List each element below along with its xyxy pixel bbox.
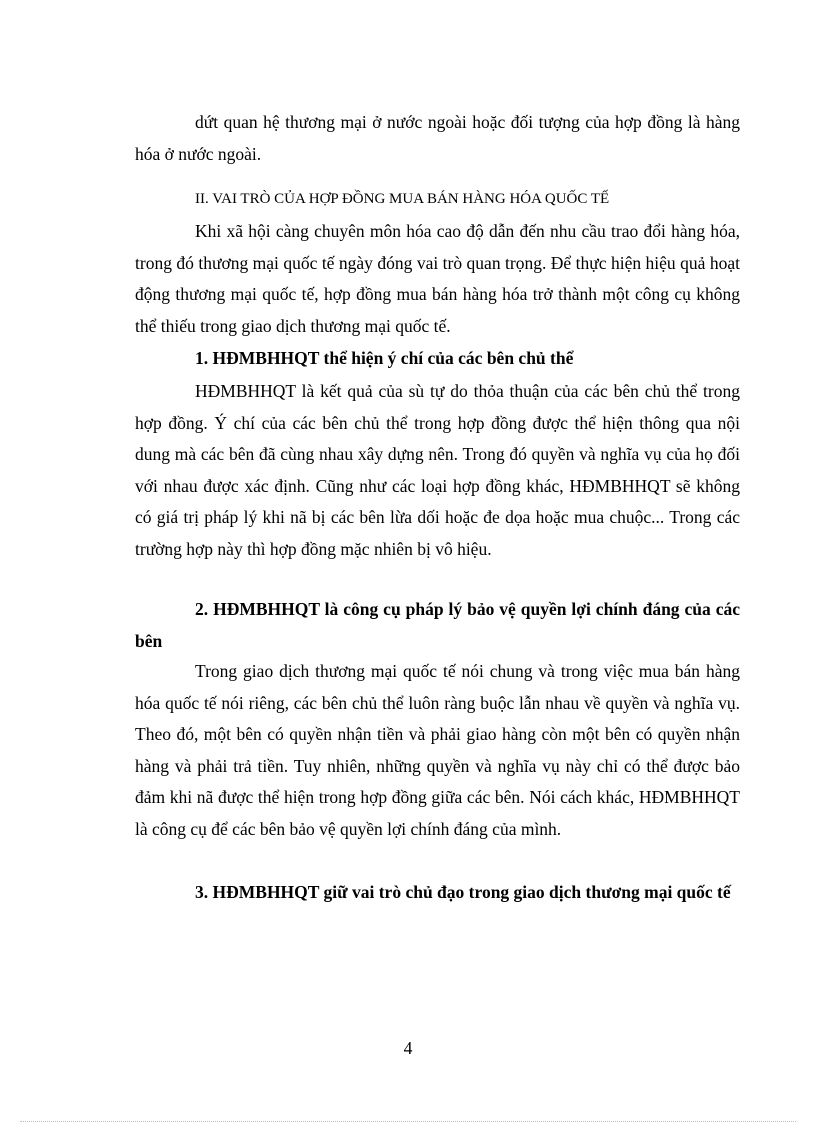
subsection-2-heading: 2. HĐMBHHQT là công cụ pháp lý bảo vệ quyền lợi chính đáng của các bên	[135, 599, 740, 651]
page-bottom-divider	[20, 1121, 796, 1122]
continuation-paragraph: dứt quan hệ thương mại ở nước ngoài hoặc đối tượng của hợp đồng là hàng hóa ở nước ngoài.	[135, 112, 740, 164]
section-title: II. VAI TRÒ CỦA HỢP ĐỒNG MUA BÁN HÀNG HÓA QUỐC TẾ	[195, 191, 610, 207]
subsection-2-body: Trong giao dịch thương mại quốc tế nói chung và trong việc mua bán hàng hóa quốc tế nói riêng, các bên chủ thể luôn ràng buộc lẫn nhau về quyền và nghĩa vụ. Theo đó, một bên có quyền nhận tiền và phải giao hàng còn một bên có quyền nhận hàng và phải trả tiền. Tuy nhiên, những quyền và nghĩa vụ này chỉ có thể được bảo đảm khi nã được thể hiện trong hợp đồng giữa các bên. Nói cách khác, HĐMBHHQT là công cụ để các bên bảo vệ quyền lợi chính đáng của mình.	[135, 661, 740, 839]
subsection-3-heading: 3. HĐMBHHQT giữ vai trò chủ đạo trong giao dịch thương mại quốc tế	[195, 882, 731, 902]
page-number: 4	[403, 1038, 413, 1058]
subsection-1-heading: 1. HĐMBHHQT thể hiện ý chí của các bên chủ thể	[195, 348, 574, 368]
subsection-1-body: HĐMBHHQT là kết quả của sù tự do thỏa thuận của các bên chủ thể trong hợp đồng. Ý chí của các bên chủ thể trong hợp đồng được thể hiện thông qua nội dung mà các bên đã cùng nhau xây dựng nên. Trong đó quyền và nghĩa vụ của họ đối với nhau được xác định. Cũng như các loại hợp đồng khác, HĐMBHHQT sẽ không có giá trị pháp lý khi nã bị các bên lừa dối hoặc đe dọa hoặc mua chuộc... Trong các trường hợp này thì hợp đồng mặc nhiên bị vô hiệu.	[135, 381, 740, 559]
section-intro-paragraph: Khi xã hội càng chuyên môn hóa cao độ dẫn đến nhu cầu trao đổi hàng hóa, trong đó thương mại quốc tế ngày đóng vai trò quan trọng. Để thực hiện hiệu quả hoạt động thương mại quốc tế, hợp đồng mua bán hàng hóa trở thành một công cụ không thể thiếu trong giao dịch thương mại quốc tế.	[135, 221, 740, 336]
